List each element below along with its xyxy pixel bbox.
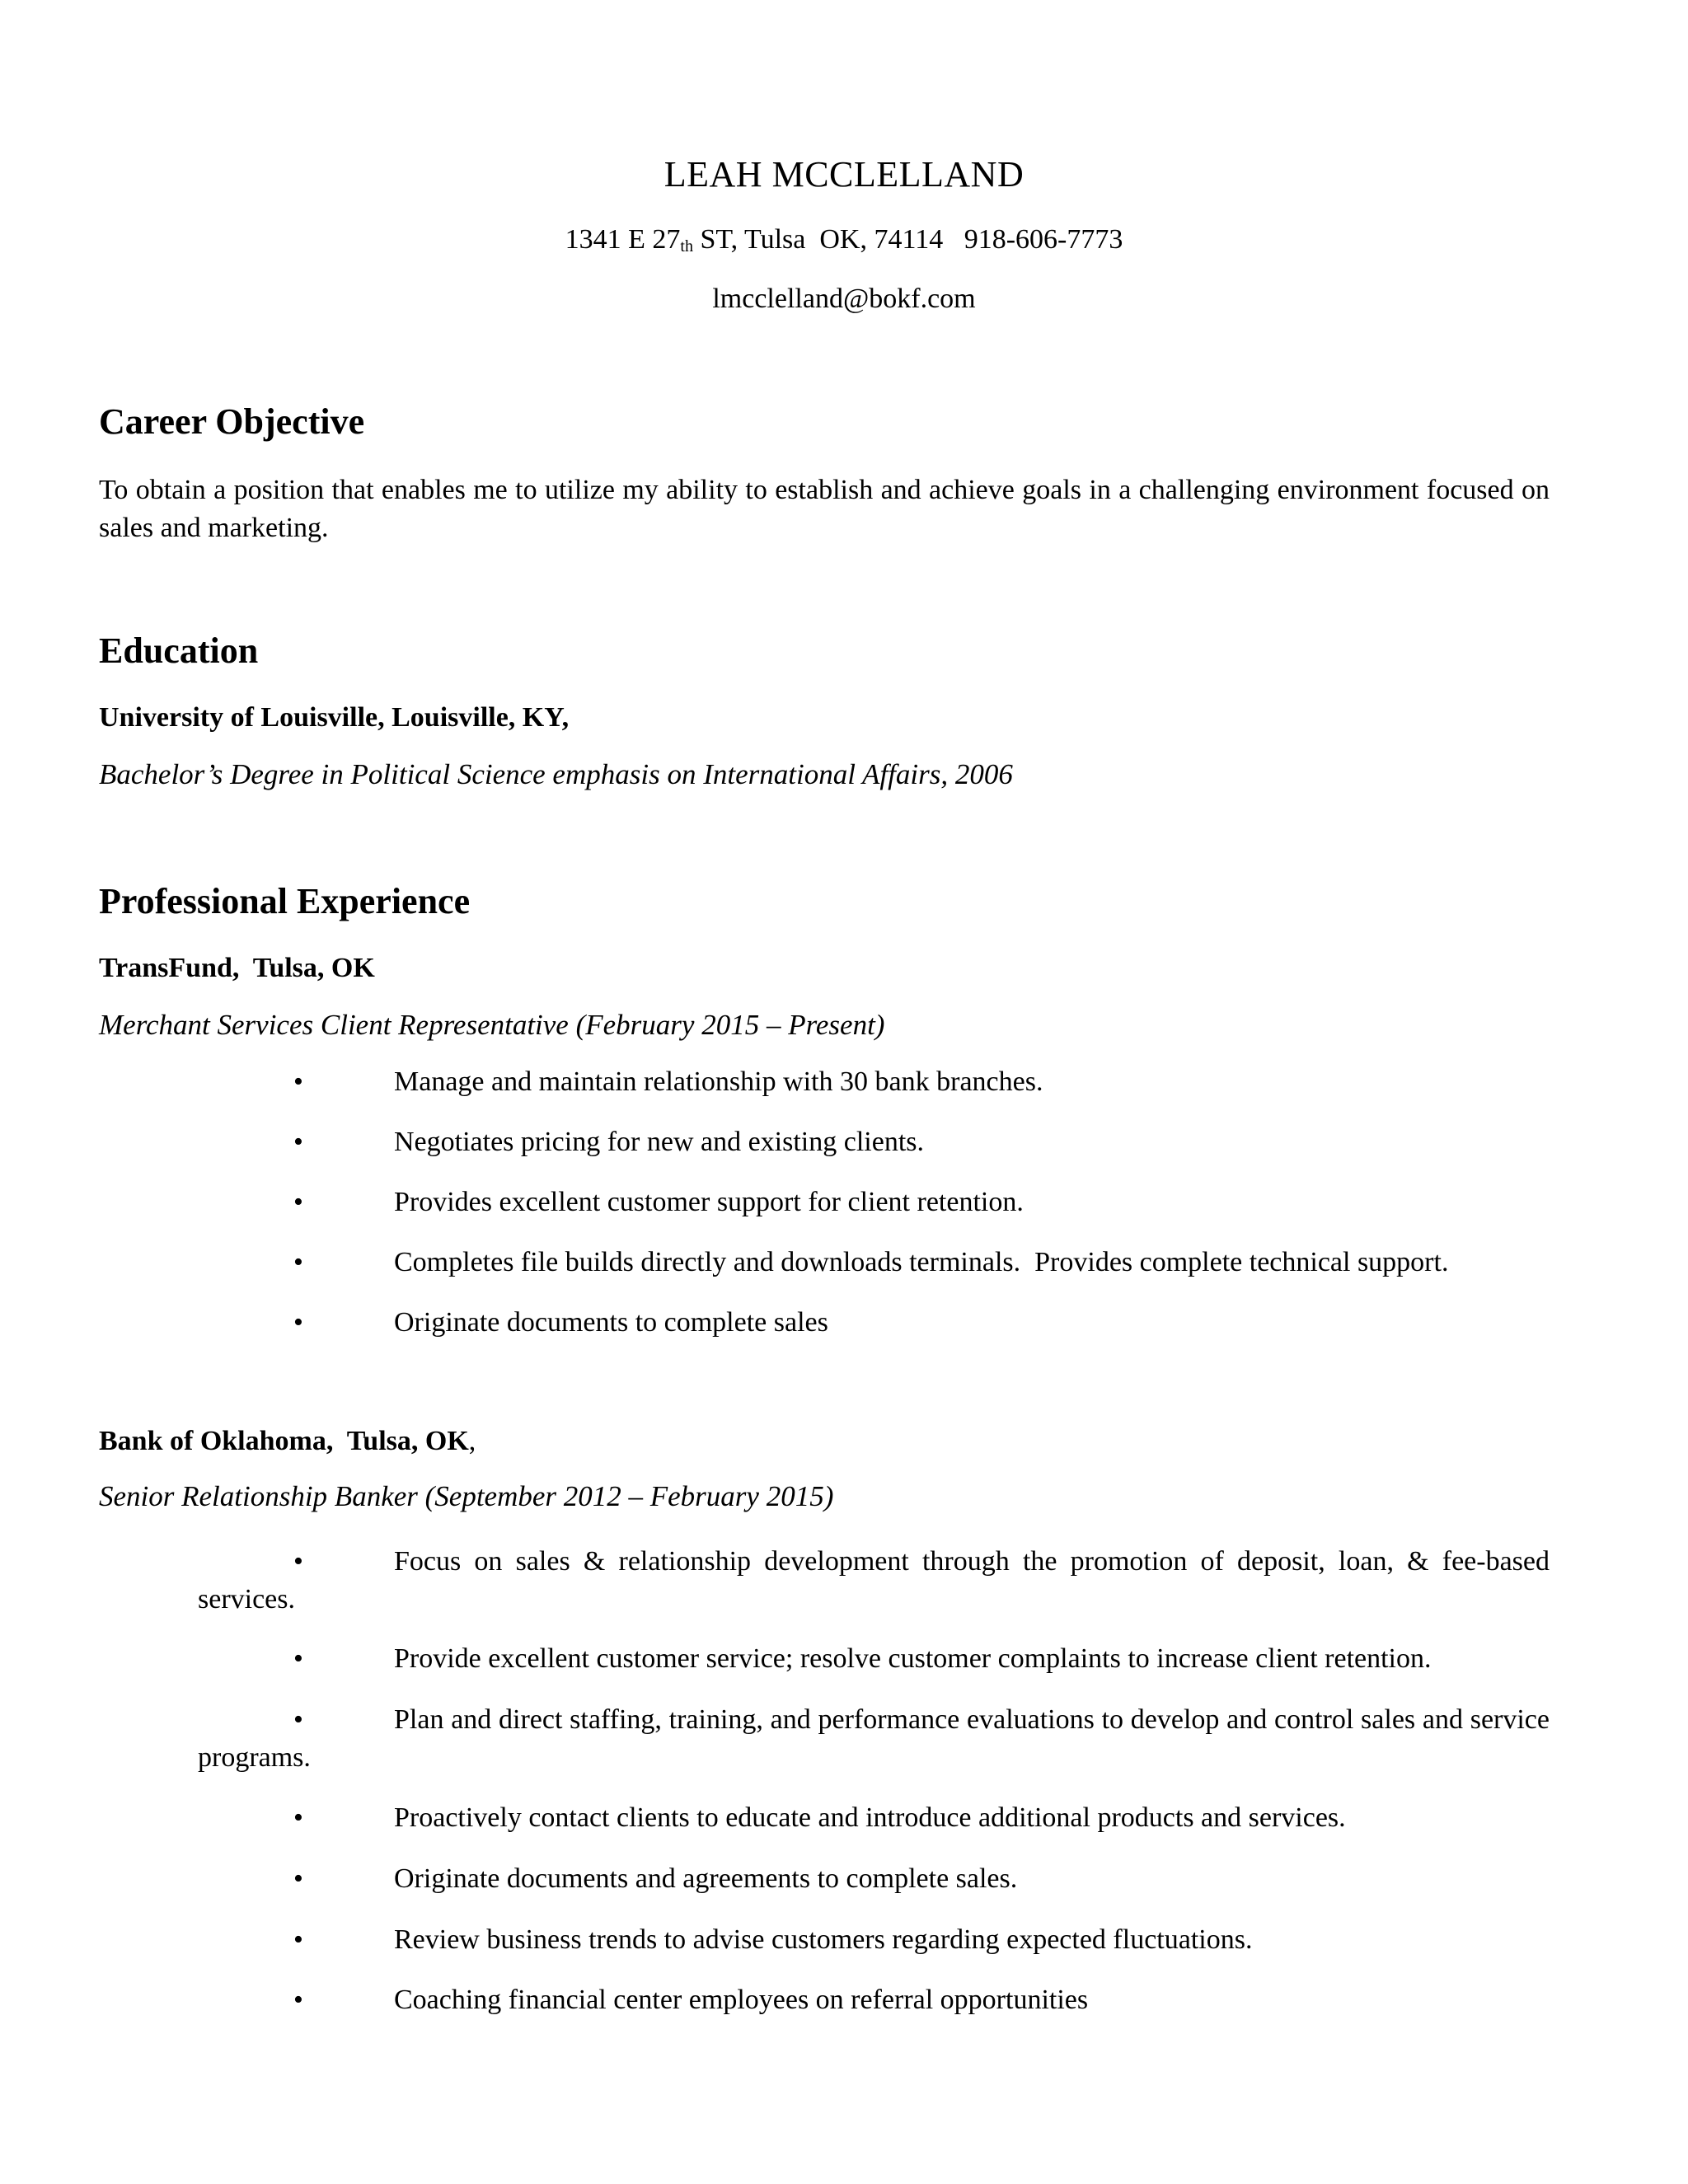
bullet-marker: • [293, 1704, 303, 1735]
contact-email: lmcclelland@bokf.com [712, 284, 976, 314]
bullet-marker: • [293, 1066, 303, 1097]
bullet-marker: • [293, 1127, 303, 1157]
job-role: Merchant Services Client Representative (February 2015 – Present) [99, 1009, 885, 1041]
bullet-text: Proactively contact clients to educate and introduce additional products and services. [394, 1802, 1346, 1833]
education-school: University of Louisville, Louisville, KY, [99, 702, 570, 733]
contact-address [0, 224, 1688, 255]
address-rest: ST, Tulsa OK, 74114 918-606-7773 [692, 224, 1123, 255]
candidate-name: LEAH MCCLELLAND [663, 154, 1025, 194]
bullet-marker: • [293, 1247, 303, 1277]
bullet-text: Completes file builds directly and downloads terminals. Provides complete technical support. [394, 1247, 1449, 1277]
bullet-marker: • [293, 1546, 303, 1577]
education-degree: Bachelor’s Degree in Political Science emphasis on International Affairs, 2006 [99, 758, 1013, 790]
bullet-marker: • [293, 1802, 303, 1833]
bullet-marker: • [293, 1643, 303, 1674]
job-employer [99, 1426, 476, 1457]
bullet-text: Provide excellent customer service; resolve customer complaints to increase client retention. [394, 1643, 1432, 1674]
bullet-text: Negotiates pricing for new and existing clients. [394, 1127, 924, 1157]
bullet-text: Coaching financial center employees on referral opportunities [394, 1985, 1089, 2015]
job-bullet-item [0, 1543, 1688, 1619]
career-objective-heading: Career Objective [99, 401, 365, 442]
job-employer [99, 953, 375, 984]
bullet-marker: • [293, 1187, 303, 1217]
job-employer-name: Bank of Oklahoma, Tulsa, OK [99, 1426, 469, 1456]
bullet-text: Plan and direct staffing, training, and performance evaluations to develop and control sales and service programs. [198, 1704, 1550, 1773]
bullet-marker: • [293, 1307, 303, 1338]
bullet-text: Provides excellent customer support for client retention. [394, 1187, 1024, 1217]
bullet-text: Originate documents and agreements to complete sales. [394, 1863, 1018, 1894]
job-bullet-item [0, 1701, 1688, 1777]
bullet-marker: • [293, 1863, 303, 1894]
bullet-text: Review business trends to advise customers regarding expected fluctuations. [394, 1924, 1253, 1955]
bullet-marker: • [293, 1985, 303, 2015]
bullet-text: Manage and maintain relationship with 30 bank branches. [394, 1066, 1043, 1097]
bullet-text: Originate documents to complete sales [394, 1307, 828, 1338]
address-street-number: 1341 E 27 [565, 224, 681, 255]
education-heading: Education [99, 630, 259, 671]
address-ordinal: th [680, 237, 693, 255]
bullet-marker: • [293, 1924, 303, 1955]
job-employer-trail: , [468, 1426, 476, 1456]
career-objective-text: To obtain a position that enables me to utilize my ability to establish and achieve goals in a challenging environment focused on sales and marketing. [99, 475, 1550, 543]
experience-heading: Professional Experience [99, 881, 471, 921]
bullet-text: Focus on sales & relationship development through the promotion of deposit, loan, & fee-based services. [198, 1546, 1550, 1615]
job-role: Senior Relationship Banker (September 2012 – February 2015) [99, 1480, 834, 1512]
job-employer-name: TransFund, Tulsa, OK [99, 953, 375, 983]
